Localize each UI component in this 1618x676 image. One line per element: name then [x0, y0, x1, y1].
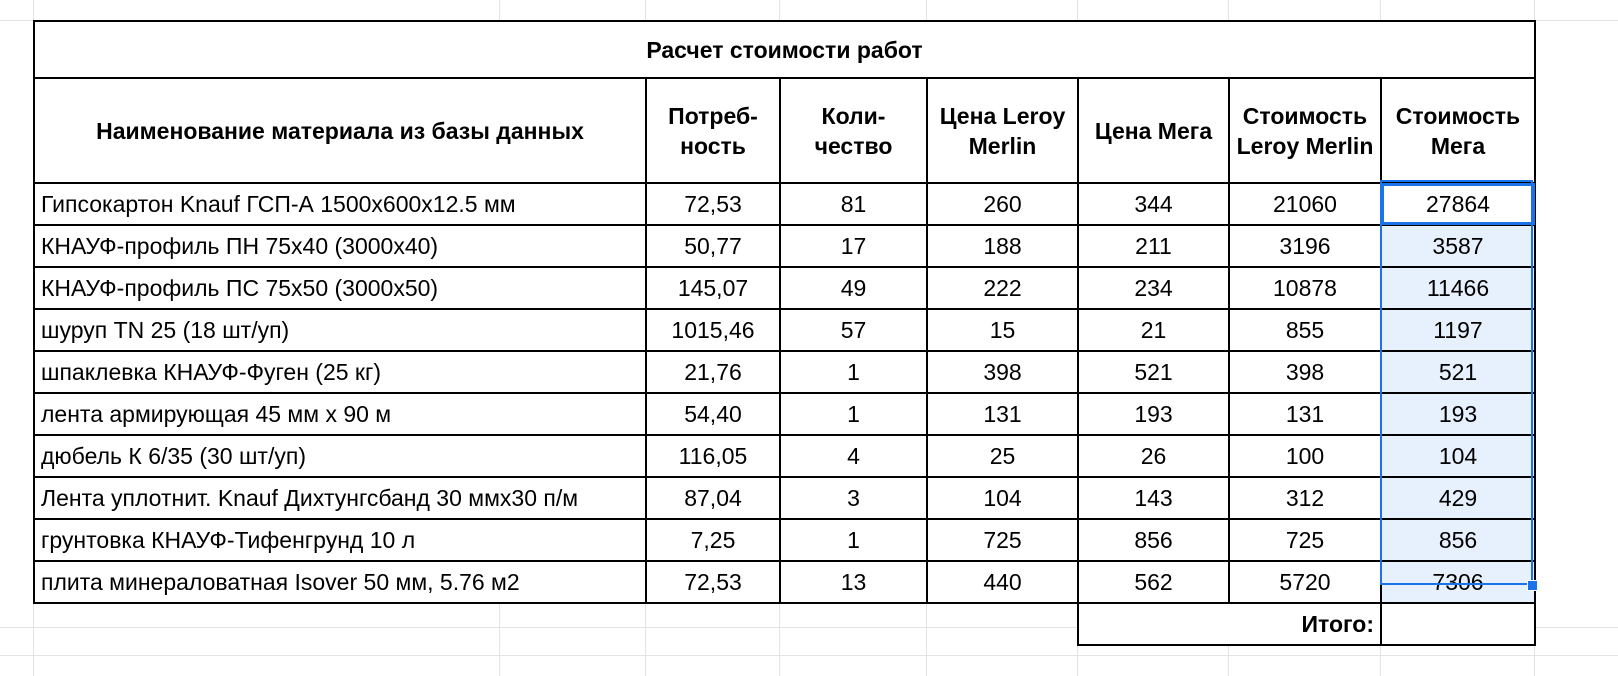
cost-calculation-table — [33, 20, 1536, 646]
table-row — [34, 519, 1535, 561]
table-row — [34, 309, 1535, 351]
table-row — [34, 267, 1535, 309]
cell-price-leroy[interactable]: 104 — [927, 477, 1078, 519]
cell-price-mega[interactable]: 344 — [1078, 183, 1229, 225]
table-row — [34, 435, 1535, 477]
cell-quantity[interactable]: 57 — [780, 309, 927, 351]
cell-price-leroy[interactable]: 222 — [927, 267, 1078, 309]
cell-cost-leroy[interactable]: 312 — [1229, 477, 1381, 519]
cell-need[interactable]: 54,40 — [646, 393, 780, 435]
cell-material-name[interactable]: лента армирующая 45 мм х 90 м — [34, 393, 646, 435]
cell-price-leroy[interactable]: 725 — [927, 519, 1078, 561]
cell-price-mega[interactable]: 211 — [1078, 225, 1229, 267]
cell-material-name[interactable]: шпаклевка КНАУФ-Фуген (25 кг) — [34, 351, 646, 393]
cell-cost-mega[interactable]: 521 — [1381, 351, 1535, 393]
cell-price-leroy[interactable]: 260 — [927, 183, 1078, 225]
cell-price-mega[interactable]: 143 — [1078, 477, 1229, 519]
cell-price-leroy[interactable]: 131 — [927, 393, 1078, 435]
cell-material-name[interactable]: грунтовка КНАУФ-Тифенгрунд 10 л — [34, 519, 646, 561]
cell-price-leroy[interactable]: 15 — [927, 309, 1078, 351]
table-row — [34, 183, 1535, 225]
header-price-leroy[interactable]: Цена Leroy Merlin — [927, 78, 1078, 183]
cell-need[interactable]: 72,53 — [646, 561, 780, 603]
table-row — [34, 225, 1535, 267]
total-value-cell[interactable] — [1381, 603, 1535, 645]
cell-need[interactable]: 7,25 — [646, 519, 780, 561]
cell-price-leroy[interactable]: 188 — [927, 225, 1078, 267]
header-quantity[interactable]: Коли-чество — [780, 78, 927, 183]
cell-material-name[interactable]: Лента уплотнит. Knauf Дихтунгсбанд 30 ммх30 п/м — [34, 477, 646, 519]
cell-quantity[interactable]: 49 — [780, 267, 927, 309]
cell-quantity[interactable]: 3 — [780, 477, 927, 519]
cell-cost-mega[interactable]: 3587 — [1381, 225, 1535, 267]
cell-cost-mega[interactable]: 27864 — [1381, 183, 1535, 225]
cell-need[interactable]: 145,07 — [646, 267, 780, 309]
cell-cost-mega[interactable]: 1197 — [1381, 309, 1535, 351]
cell-cost-leroy[interactable]: 21060 — [1229, 183, 1381, 225]
cell-cost-mega[interactable]: 104 — [1381, 435, 1535, 477]
cell-cost-leroy[interactable]: 10878 — [1229, 267, 1381, 309]
cell-cost-mega[interactable]: 193 — [1381, 393, 1535, 435]
cell-need[interactable]: 21,76 — [646, 351, 780, 393]
cell-cost-leroy[interactable]: 131 — [1229, 393, 1381, 435]
header-cost-leroy[interactable]: Стоимость Leroy Merlin — [1229, 78, 1381, 183]
cell-need[interactable]: 1015,46 — [646, 309, 780, 351]
cell-cost-leroy[interactable]: 5720 — [1229, 561, 1381, 603]
header-price-mega[interactable]: Цена Мега — [1078, 78, 1229, 183]
total-row — [34, 603, 1535, 645]
cell-material-name[interactable]: дюбель К 6/35 (30 шт/уп) — [34, 435, 646, 477]
header-need[interactable]: Потреб-ность — [646, 78, 780, 183]
cell-cost-mega[interactable]: 856 — [1381, 519, 1535, 561]
cell-cost-mega[interactable]: 11466 — [1381, 267, 1535, 309]
table-row — [34, 393, 1535, 435]
header-row — [34, 78, 1535, 183]
cell-material-name[interactable]: КНАУФ-профиль ПС 75x50 (3000x50) — [34, 267, 646, 309]
cell-price-mega[interactable]: 562 — [1078, 561, 1229, 603]
total-label[interactable]: Итого: — [1078, 603, 1381, 645]
table-row — [34, 351, 1535, 393]
cell-need[interactable]: 50,77 — [646, 225, 780, 267]
cell-cost-leroy[interactable]: 100 — [1229, 435, 1381, 477]
cell-cost-mega[interactable]: 429 — [1381, 477, 1535, 519]
cell-price-mega[interactable]: 856 — [1078, 519, 1229, 561]
cell-quantity[interactable]: 4 — [780, 435, 927, 477]
fill-handle[interactable] — [1527, 580, 1538, 591]
cell-material-name[interactable]: плита минераловатная Isover 50 мм, 5.76 м2 — [34, 561, 646, 603]
cell-price-mega[interactable]: 26 — [1078, 435, 1229, 477]
cell-quantity[interactable]: 1 — [780, 351, 927, 393]
cell-material-name[interactable]: Гипсокартон Knauf ГСП-А 1500х600х12.5 мм — [34, 183, 646, 225]
cell-cost-mega[interactable]: 7306 — [1381, 561, 1535, 603]
cell-quantity[interactable]: 1 — [780, 519, 927, 561]
cell-price-mega[interactable]: 234 — [1078, 267, 1229, 309]
table-row — [34, 477, 1535, 519]
cell-need[interactable]: 72,53 — [646, 183, 780, 225]
cell-cost-leroy[interactable]: 855 — [1229, 309, 1381, 351]
cell-need[interactable]: 87,04 — [646, 477, 780, 519]
cell-material-name[interactable]: шуруп TN 25 (18 шт/уп) — [34, 309, 646, 351]
table-row — [34, 561, 1535, 603]
cell-price-mega[interactable]: 193 — [1078, 393, 1229, 435]
cell-quantity[interactable]: 1 — [780, 393, 927, 435]
cell-cost-leroy[interactable]: 3196 — [1229, 225, 1381, 267]
cell-quantity[interactable]: 13 — [780, 561, 927, 603]
header-material-name[interactable]: Наименование материала из базы данных — [34, 78, 646, 183]
cell-need[interactable]: 116,05 — [646, 435, 780, 477]
cell-cost-leroy[interactable]: 725 — [1229, 519, 1381, 561]
cell-cost-leroy[interactable]: 398 — [1229, 351, 1381, 393]
empty-cell — [34, 603, 1078, 645]
cell-price-leroy[interactable]: 25 — [927, 435, 1078, 477]
cell-price-leroy[interactable]: 440 — [927, 561, 1078, 603]
cell-price-leroy[interactable]: 398 — [927, 351, 1078, 393]
cell-material-name[interactable]: КНАУФ-профиль ПН 75x40 (3000x40) — [34, 225, 646, 267]
header-cost-mega[interactable]: Стоимость Мега — [1381, 78, 1535, 183]
cell-quantity[interactable]: 17 — [780, 225, 927, 267]
cell-price-mega[interactable]: 21 — [1078, 309, 1229, 351]
cell-price-mega[interactable]: 521 — [1078, 351, 1229, 393]
cell-quantity[interactable]: 81 — [780, 183, 927, 225]
table-title[interactable]: Расчет стоимости работ — [34, 21, 1535, 78]
